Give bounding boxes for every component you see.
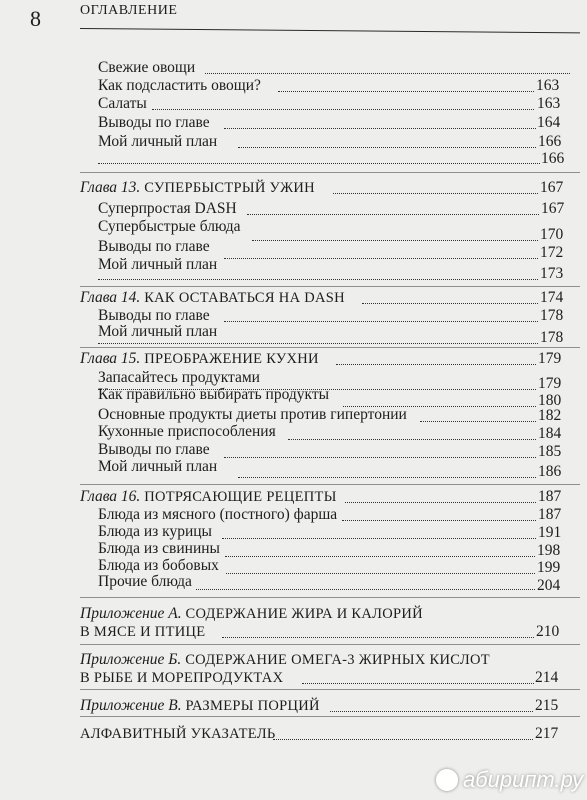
- toc-page-number: 164: [537, 114, 561, 131]
- dot-leader: [196, 589, 535, 590]
- toc-page-number: 210: [536, 623, 560, 640]
- chapter-label: Глава 15.: [80, 350, 141, 367]
- chapter-title: СУПЕРБЫСТРЫЙ УЖИН: [144, 180, 315, 196]
- dot-leader: [98, 163, 540, 164]
- toc-page-number: 166: [541, 150, 565, 167]
- appendix-title: СОДЕРЖАНИЕ ЖИРА И КАЛОРИЙ: [185, 606, 423, 622]
- chapter-heading[interactable]: [80, 487, 337, 507]
- dot-leader: [252, 240, 538, 241]
- chapter-label: Глава 13.: [80, 179, 141, 196]
- toc-entry[interactable]: Мой личный план: [98, 458, 218, 475]
- toc-entry[interactable]: Мой личный план: [98, 133, 218, 150]
- leaf-logo-icon: [436, 769, 458, 791]
- toc-entry[interactable]: Как правильно выбирать продукты: [98, 386, 330, 403]
- toc-page-number: 199: [537, 559, 561, 576]
- toc-entry[interactable]: Блюда из курицы: [98, 523, 212, 540]
- watermark-text: абирипт.ру: [463, 767, 584, 792]
- toc-page-number: 217: [535, 725, 559, 742]
- dot-leader: [330, 711, 533, 712]
- dot-leader: [152, 109, 534, 110]
- chapter-title: КАК ОСТАВАТЬСЯ НА DASH: [144, 290, 345, 306]
- page-number: 8: [30, 6, 41, 31]
- toc-entry[interactable]: Кухонные приспособления: [98, 423, 276, 440]
- dot-leader: [98, 343, 538, 344]
- toc-page-number: 172: [540, 244, 564, 261]
- appendix-heading[interactable]: [80, 696, 320, 716]
- toc-entry[interactable]: Свежие овощи: [98, 59, 196, 76]
- dot-leader: [288, 439, 536, 440]
- dot-leader: [336, 364, 536, 365]
- toc-entry[interactable]: Блюда из мясного (постного) фарша: [98, 506, 338, 523]
- dot-leader: [345, 502, 536, 503]
- dot-leader: [362, 303, 538, 304]
- toc-page-number: 184: [538, 425, 562, 442]
- toc-page-number: 178: [540, 329, 564, 346]
- toc-page-number: 198: [537, 542, 561, 559]
- dot-leader: [302, 683, 534, 684]
- toc-entry[interactable]: Выводы по главе: [98, 238, 210, 255]
- appendix-title: РАЗМЕРЫ ПОРЦИЙ: [185, 698, 320, 714]
- chapter-label: Глава 16.: [80, 488, 141, 505]
- toc-page-number: 166: [538, 133, 562, 150]
- dot-leader: [420, 421, 536, 422]
- toc-entry[interactable]: Мой личный план: [98, 256, 218, 273]
- toc-entry[interactable]: Мой личный план: [98, 323, 218, 340]
- appendix-title-line2[interactable]: В МЯСЕ И ПТИЦЕ: [80, 624, 206, 640]
- toc-entry[interactable]: Запасайтесь продуктами: [98, 369, 260, 386]
- appendix-heading[interactable]: [80, 650, 490, 670]
- toc-entry[interactable]: Прочие блюда: [98, 573, 192, 590]
- dot-leader: [342, 520, 536, 521]
- toc-page-number: 204: [537, 577, 561, 594]
- appendix-title-line2[interactable]: В РЫБЕ И МОРЕПРОДУКТАХ: [80, 670, 284, 686]
- toc-entry[interactable]: Выводы по главе: [98, 307, 210, 324]
- chapter-heading[interactable]: [80, 178, 315, 198]
- toc-page-number: 167: [540, 179, 564, 196]
- section-divider: [80, 286, 580, 287]
- dot-leader: [273, 739, 533, 740]
- toc-page-number: 179: [538, 350, 562, 367]
- dot-leader: [226, 573, 535, 574]
- running-title: ОГЛАВЛЕНИЕ: [80, 3, 178, 18]
- toc-page-number: 173: [540, 265, 564, 282]
- chapter-label: Глава 14.: [80, 289, 141, 306]
- appendix-title: СОДЕРЖАНИЕ ОМЕГА-3 ЖИРНЫХ КИСЛОТ: [185, 652, 490, 668]
- toc-page-number: 182: [538, 407, 562, 424]
- dot-leader: [224, 128, 536, 129]
- toc-page-number: 180: [538, 392, 562, 409]
- dot-leader: [238, 477, 536, 478]
- toc-page-number: 163: [537, 95, 561, 112]
- appendix-label: Приложение Б.: [80, 651, 182, 668]
- section-divider: [80, 689, 580, 690]
- toc-page-number: 185: [538, 443, 562, 460]
- appendix-label: Приложение А.: [80, 605, 182, 622]
- appendix-heading[interactable]: [80, 604, 423, 624]
- toc-page-number: 170: [540, 226, 564, 243]
- dot-leader: [222, 637, 534, 638]
- dot-leader: [224, 258, 538, 259]
- dot-leader: [222, 538, 536, 539]
- toc-page-number: 187: [538, 488, 562, 505]
- toc-page-number: 187: [538, 506, 562, 523]
- toc-entry[interactable]: Салаты: [98, 95, 147, 112]
- chapter-title: ПОТРЯСАЮЩИЕ РЕЦЕПТЫ: [144, 489, 337, 505]
- dot-leader: [333, 193, 538, 194]
- toc-page-number: 186: [538, 463, 562, 480]
- dot-leader: [238, 147, 536, 148]
- chapter-title: ПРЕОБРАЖЕНИЕ КУХНИ: [144, 351, 319, 367]
- toc-page-number: 163: [536, 77, 560, 94]
- dot-leader: [98, 279, 538, 280]
- toc-entry[interactable]: Выводы по главе: [98, 441, 210, 458]
- section-divider: [80, 347, 580, 348]
- toc-page-number: 178: [540, 307, 564, 324]
- toc-page-number: 174: [540, 289, 564, 306]
- toc-entry[interactable]: Супербыстрые блюда: [98, 218, 241, 235]
- toc-entry[interactable]: Основные продукты диеты против гипертонии: [98, 406, 407, 423]
- section-divider: [80, 716, 580, 717]
- toc-page-number: 215: [535, 697, 559, 714]
- toc-entry[interactable]: Блюда из бобовых: [98, 557, 219, 574]
- section-divider: [80, 597, 580, 598]
- toc-page-number: 179: [538, 375, 562, 392]
- dot-leader: [224, 457, 536, 458]
- toc-page-number: 214: [535, 669, 559, 686]
- dot-leader: [205, 73, 570, 74]
- section-divider: [80, 644, 580, 645]
- chapter-heading[interactable]: [80, 349, 319, 369]
- chapter-heading[interactable]: [80, 288, 345, 308]
- dot-leader: [247, 214, 539, 215]
- toc-entry[interactable]: Выводы по главе: [98, 114, 210, 131]
- dot-leader: [225, 556, 535, 557]
- toc-page-number: 167: [541, 200, 565, 217]
- appendix-label: Приложение В.: [80, 697, 182, 714]
- dot-leader: [224, 321, 538, 322]
- toc-entry[interactable]: Блюда из свинины: [98, 540, 220, 557]
- toc-entry[interactable]: Суперпростая DASH: [98, 200, 237, 217]
- toc-entry[interactable]: Как подсластить овощи?: [98, 77, 261, 94]
- section-divider: [80, 484, 580, 485]
- toc-page-number: 191: [538, 524, 562, 541]
- index-heading[interactable]: АЛФАВИТНЫЙ УКАЗАТЕЛЬ: [80, 726, 276, 742]
- watermark: [436, 766, 584, 794]
- dot-leader: [278, 91, 534, 92]
- section-divider: [80, 172, 580, 173]
